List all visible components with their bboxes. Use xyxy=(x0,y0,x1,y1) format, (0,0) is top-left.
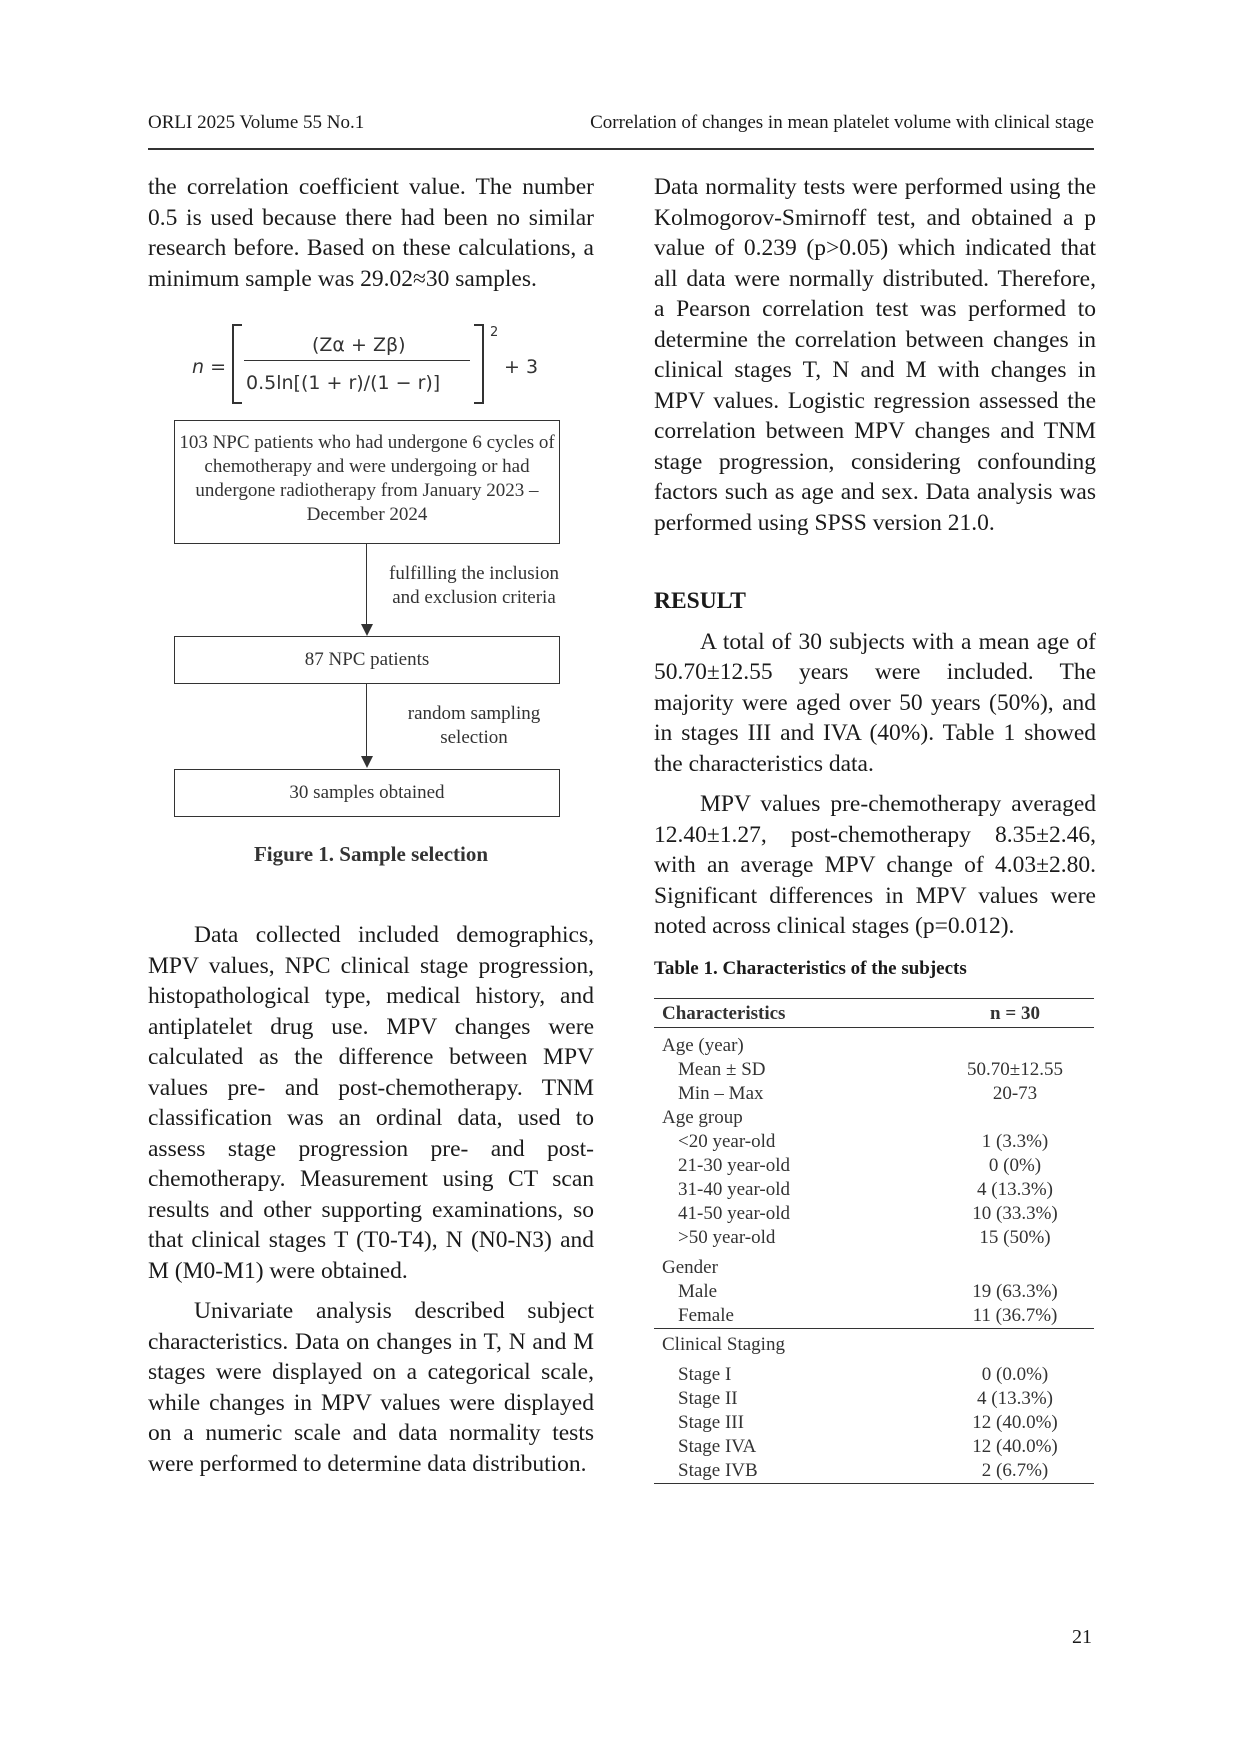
flow-box-initial: 103 NPC patients who had undergone 6 cycles of chemotherapy and were undergoing or had undergone radiotherapy from January 2023 – December 2024 xyxy=(174,420,560,544)
row-value: 10 (33.3%) xyxy=(972,1203,1058,1224)
row-value: 20-73 xyxy=(992,1083,1038,1104)
table-row xyxy=(654,1435,1094,1459)
right-bracket xyxy=(474,324,484,404)
row-label: <20 year-old xyxy=(678,1131,776,1152)
arrow-down-icon xyxy=(361,756,373,768)
table-caption: Table 1. Characteristics of the subjects xyxy=(654,957,967,979)
row-label: Stage IVA xyxy=(678,1436,757,1457)
sample-size-formula xyxy=(192,324,594,406)
paragraph: Univariate analysis described subject characteristics. Data on changes in T, N and M stages were displayed on a categorical scale, while changes in MPV values were displayed on a numeric scale and data normality tests were performed to determine data distribution. xyxy=(148,1298,594,1477)
flow-connector xyxy=(366,684,367,756)
row-label: Female xyxy=(678,1305,734,1326)
row-value: 0 (0%) xyxy=(988,1155,1042,1176)
table-row xyxy=(654,1082,1094,1106)
formula-numerator: (Zα + Zβ) xyxy=(312,334,406,356)
left-bracket xyxy=(232,324,242,404)
row-value: 19 (63.3%) xyxy=(972,1281,1058,1302)
row-value: 0 (0.0%) xyxy=(981,1364,1049,1385)
column-header: n = 30 xyxy=(936,999,1094,1028)
table-row xyxy=(654,1226,1094,1250)
right-column xyxy=(654,172,1096,1484)
row-label: 31-40 year-old xyxy=(678,1179,790,1200)
row-label: Stage I xyxy=(678,1364,732,1385)
table-row xyxy=(654,1387,1094,1411)
table-row xyxy=(654,1280,1094,1304)
row-value: 2 (6.7%) xyxy=(936,1459,1094,1484)
row-label: Clinical Staging xyxy=(654,1329,936,1364)
formula-exponent: 2 xyxy=(490,325,499,340)
formula-plus: + 3 xyxy=(504,356,539,378)
fraction-bar xyxy=(244,360,470,361)
formula-lhs: n = xyxy=(192,356,227,378)
row-label: Stage IVB xyxy=(654,1459,936,1484)
running-title: Correlation of changes in mean platelet volume with clinical stage xyxy=(590,112,1094,133)
column-header: Characteristics xyxy=(654,999,936,1028)
table-row xyxy=(654,1154,1094,1178)
flow-step-label: random sampling selection xyxy=(407,703,541,748)
formula-denominator: 0.5ln[(1 + r)/(1 − r)] xyxy=(246,372,441,394)
figure-caption: Figure 1. Sample selection xyxy=(253,842,489,866)
section-heading: RESULT xyxy=(654,588,746,614)
paragraph: Data collected included demographics, MPV values, NPC clinical stage progression, histopathological type, medical history, and antiplatelet drug use. MPV changes were calculated as the difference between MPV values pre- and post-chemotherapy. TNM classification was an ordinal data, used to assess stage progression pre- and post-chemotherapy. Measurement using CT scan results and other supporting examinations, so that clinical stages T (T0-T4), N (N0-N3) and M (M0-M1) were obtained. xyxy=(148,922,594,1284)
row-label: Stage III xyxy=(678,1412,744,1433)
table-row xyxy=(654,1106,1094,1130)
table-row xyxy=(654,1250,1094,1280)
row-label: Stage II xyxy=(678,1388,738,1409)
paragraph: MPV values pre-chemotherapy averaged 12.40±1.27, post-chemotherapy 8.35±2.46, with an average MPV change of 4.03±2.80. Significant differences in MPV values were noted across clinical stages (p=0.012). xyxy=(654,791,1096,939)
table-row xyxy=(654,1459,1094,1484)
sample-selection-flowchart xyxy=(148,420,594,920)
row-value xyxy=(936,1028,1094,1059)
characteristics-table xyxy=(654,998,1094,1484)
row-label: Age (year) xyxy=(662,1035,744,1056)
paragraph: A total of 30 subjects with a mean age of 50.70±12.55 years were included. The majority were aged over 50 years (50%), and in stages III and IVA (40%). Table 1 showed the characteristics data. xyxy=(654,628,1096,777)
row-label: Gender xyxy=(662,1257,718,1278)
table-header-row xyxy=(654,999,1094,1028)
row-value xyxy=(936,1329,1094,1364)
table-row xyxy=(654,1178,1094,1202)
journal-info: ORLI 2025 Volume 55 No.1 xyxy=(148,112,365,133)
flow-box-final: 30 samples obtained xyxy=(174,769,560,817)
row-value: 15 (50%) xyxy=(979,1227,1051,1248)
table-row xyxy=(654,1329,1094,1364)
paragraph: the correlation coefficient value. The number 0.5 is used because there had been no similar research before. Based on these calculations, a minimum sample was 29.02≈30 samples. xyxy=(148,174,594,292)
row-value xyxy=(936,1250,1094,1280)
flow-step-label: fulfilling the inclusion and exclusion criteria xyxy=(389,563,559,608)
row-label: Male xyxy=(678,1281,718,1302)
row-label: 41-50 year-old xyxy=(678,1203,790,1224)
table-row xyxy=(654,1028,1094,1059)
row-value: 12 (40.0%) xyxy=(972,1412,1058,1433)
row-label: 21-30 year-old xyxy=(678,1155,790,1176)
table-row xyxy=(654,1202,1094,1226)
page-header xyxy=(148,112,1094,150)
table-row xyxy=(654,1130,1094,1154)
flow-connector xyxy=(366,544,367,624)
row-value: 4 (13.3%) xyxy=(977,1179,1053,1200)
table-row xyxy=(654,1363,1094,1387)
row-value: 11 (36.7%) xyxy=(972,1305,1058,1326)
row-label: >50 year-old xyxy=(678,1227,776,1248)
arrow-down-icon xyxy=(361,624,373,636)
flow-box-eligible: 87 NPC patients xyxy=(174,636,560,684)
row-value: 12 (40.0%) xyxy=(972,1436,1058,1457)
table-row xyxy=(654,1058,1094,1082)
table-row xyxy=(654,1411,1094,1435)
row-label: Mean ± SD xyxy=(678,1059,766,1080)
row-value xyxy=(936,1106,1094,1130)
row-label: Min – Max xyxy=(678,1083,764,1104)
page-number: 21 xyxy=(1072,1626,1092,1648)
row-value: 4 (13.3%) xyxy=(977,1388,1053,1409)
table-row xyxy=(654,1304,1094,1329)
row-label: Age group xyxy=(662,1107,743,1128)
row-value: 1 (3.3%) xyxy=(981,1131,1049,1152)
row-value: 50.70±12.55 xyxy=(967,1059,1063,1080)
paragraph: Data normality tests were performed using the Kolmogorov-Smirnoff test, and obtained a p value of 0.239 (p>0.05) which indicated that all data were normally distributed. Therefore, a Pearson correlation test was performed to determine the correlation between changes in clinical stages T, N and M with changes in MPV values. Logistic regression assessed the correlation between MPV changes and TNM stage progression, considering confounding factors such as age and sex. Data analysis was performed using SPSS version 21.0. xyxy=(654,174,1096,536)
left-column xyxy=(148,172,594,1479)
